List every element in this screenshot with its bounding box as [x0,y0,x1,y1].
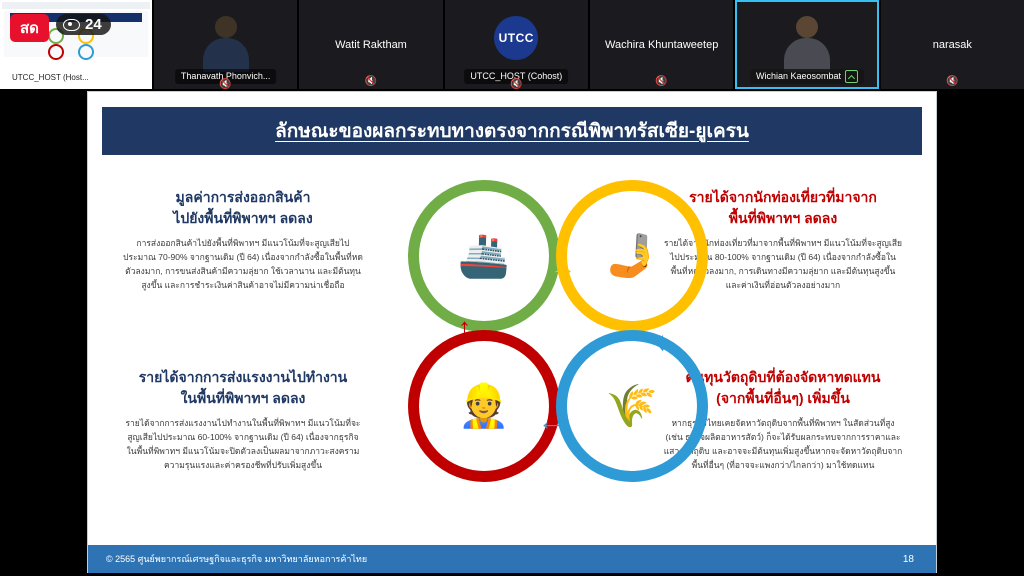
worker-icon: 👷 [457,382,511,429]
shared-slide [88,92,936,573]
mic-muted-icon: 🔇 [946,76,959,87]
mic-muted-icon: 🔇 [219,79,232,89]
video-tile-active-speaker[interactable] [735,0,878,89]
tile-name-label: UTCC_HOST (Cohost) [470,71,563,81]
wheat-crop-icon: 🌾 [605,382,659,429]
tile-name-label: Thanavath Phonvich... [180,71,271,81]
video-tile-participant-1[interactable] [154,0,297,89]
video-tile-screenshare[interactable] [0,0,152,89]
live-badge: สด [10,14,49,42]
quadrant-body: รายได้จากนักท่องเที่ยวที่มาจากพื้นที่พิพาทฯ มีแนวโน้มที่จะสูญเสียไปประมาณ 80-100% จากฐานเดิม (ปี 64) เนื่องจากกำลังซื้อในพื้นที่หดตัวลงมาก, การเดินทางมีความลุ่ยาก และมีต้นทุนสูงขึ้น และค่าเงินที่อ่อนตัวลงอย่างมาก [664,238,902,290]
slide-title: ลักษณะของผลกระทบทางตรงจากกรณีพิพาทรัสเซีย-ยูเครน [275,121,749,142]
participant-avatar [197,14,255,72]
quadrant-heading-line1: รายได้จากการส่งแรงงานไปทำงาน [138,369,348,385]
quadrant-heading-line1: รายได้จากนักท่องเที่ยวที่มาจาก [689,189,877,205]
arrow-right-icon: → [550,252,576,282]
tile-name-label: UTCC_HOST (Host... [12,73,89,82]
quadrant-heading-line1: มูลค่าการส่งออกสินค้า [175,189,311,205]
arrow-down-icon: ↓ [656,326,669,356]
video-tile-participant-6[interactable] [881,0,1024,89]
tile-name-chip [6,70,95,85]
quadrant-body: การส่งออกสินค้าไปยังพื้นที่พิพาทฯ มีแนวโน้มที่จะสูญเสียไปประมาณ 70-90% จากฐานเดิม (ปี 64) เนื่องจากกำลังซื้อในพื้นที่หดตัวลงมาก, การขนส่งสินค้ามีความลุ่ยาก ใช้เวลานาน และมีต้นทุนสูงขึ้น และการชำระเงินค่าสินค้าอาจไม่มีความน่าเชื่อถือ [123,238,363,290]
utcc-logo: UTCC [494,16,538,60]
slide-page-number: 18 [902,553,914,565]
mic-muted-icon: 🔇 [510,79,523,89]
tile-center-name: Watit Raktham [335,38,407,51]
arrow-left-icon: ← [538,406,564,436]
tile-center-name: Wachira Khuntaweetep [604,38,719,51]
cycle-diagram [398,180,728,520]
copyright-text: © 2565 ศูนย์พยากรณ์เศรษฐกิจและธุรกิจ มหาวิทยาลัยหอการค้าไทย [106,554,368,564]
viewer-count-value: 24 [85,16,102,33]
screen-share-icon [845,70,858,83]
quadrant-heading-line2: พื้นที่พิพาทฯ ลดลง [728,210,838,226]
quadrant-heading-line2: (จากพื้นที่อื่นๆ) เพิ่มขึ้น [716,390,850,406]
quadrant-export-value [123,187,363,292]
participant-avatar [778,14,836,72]
ring-tourism [556,180,708,332]
tile-name-label: Wichian Kaeosombat [755,71,841,81]
video-tile-host-logo[interactable] [445,0,588,89]
tourist-selfie-icon: 🤳 [605,232,659,279]
quadrant-heading-line2: ในพื้นที่พิพาทฯ ลดลง [180,390,306,406]
quadrant-heading [123,187,363,229]
mic-muted-icon: 🔇 [364,76,378,87]
video-tile-strip [0,0,1024,89]
slide-footer [88,545,936,573]
eye-icon [63,19,80,31]
ring-export [408,180,560,332]
mic-muted-icon: 🔇 [655,76,668,87]
cargo-ship-icon: 🚢 [457,232,511,279]
quadrant-body: รายได้จากการส่งแรงงานไปทำงานในพื้นที่พิพาทฯ มีแนวโน้มที่จะสูญเสียไปประมาณ 60-100% จากฐานเดิม (ปี 64) เนื่องจากธุรกิจในพื้นที่พิพาทฯ มีแนวโน้มจะปิดตัวลงเป็นผลมาจากภาวะสงคราม ความรุนแรงและค่าครองชีพที่ปรับเพิ่มสูงขึ้น [125,418,361,470]
quadrant-heading-line1: ต้นทุนวัตถุดิบที่ต้องจัดหาทดแทน [685,369,881,385]
video-tile-participant-2[interactable] [299,0,442,89]
arrow-up-icon: ↑ [458,312,471,342]
quadrant-labor-income [123,367,363,472]
quadrant-heading [123,367,363,409]
ring-raw-material [556,330,708,482]
quadrant-heading-line2: ไปยังพื้นที่พิพาทฯ ลดลง [173,210,313,226]
tile-name-chip [750,69,864,84]
quadrant-body: หากธุรกิจไทยเคยจัดหาวัตถุดิบจากพื้นที่พิพาทฯ ในสัดส่วนที่สูง (เช่น ธุรกิจผลิตอาหารสัตว์) ก็จะได้รับผลกระทบจากการราคาและแสวงวัตถุดิบ และอาจจะมีต้นทุนเพิ่มสูงขึ้นหากจะจัดหาวัตถุดิบจากพื้นที่อื่นๆ (ที่อาจจะแพงกว่า/ไกลกว่า) มาใช้ทดแทน [663,418,903,470]
slide-title-bar [102,107,922,155]
video-tile-participant-4[interactable] [590,0,733,89]
viewer-count-badge [56,14,111,35]
tile-center-name: narasak [932,38,972,51]
